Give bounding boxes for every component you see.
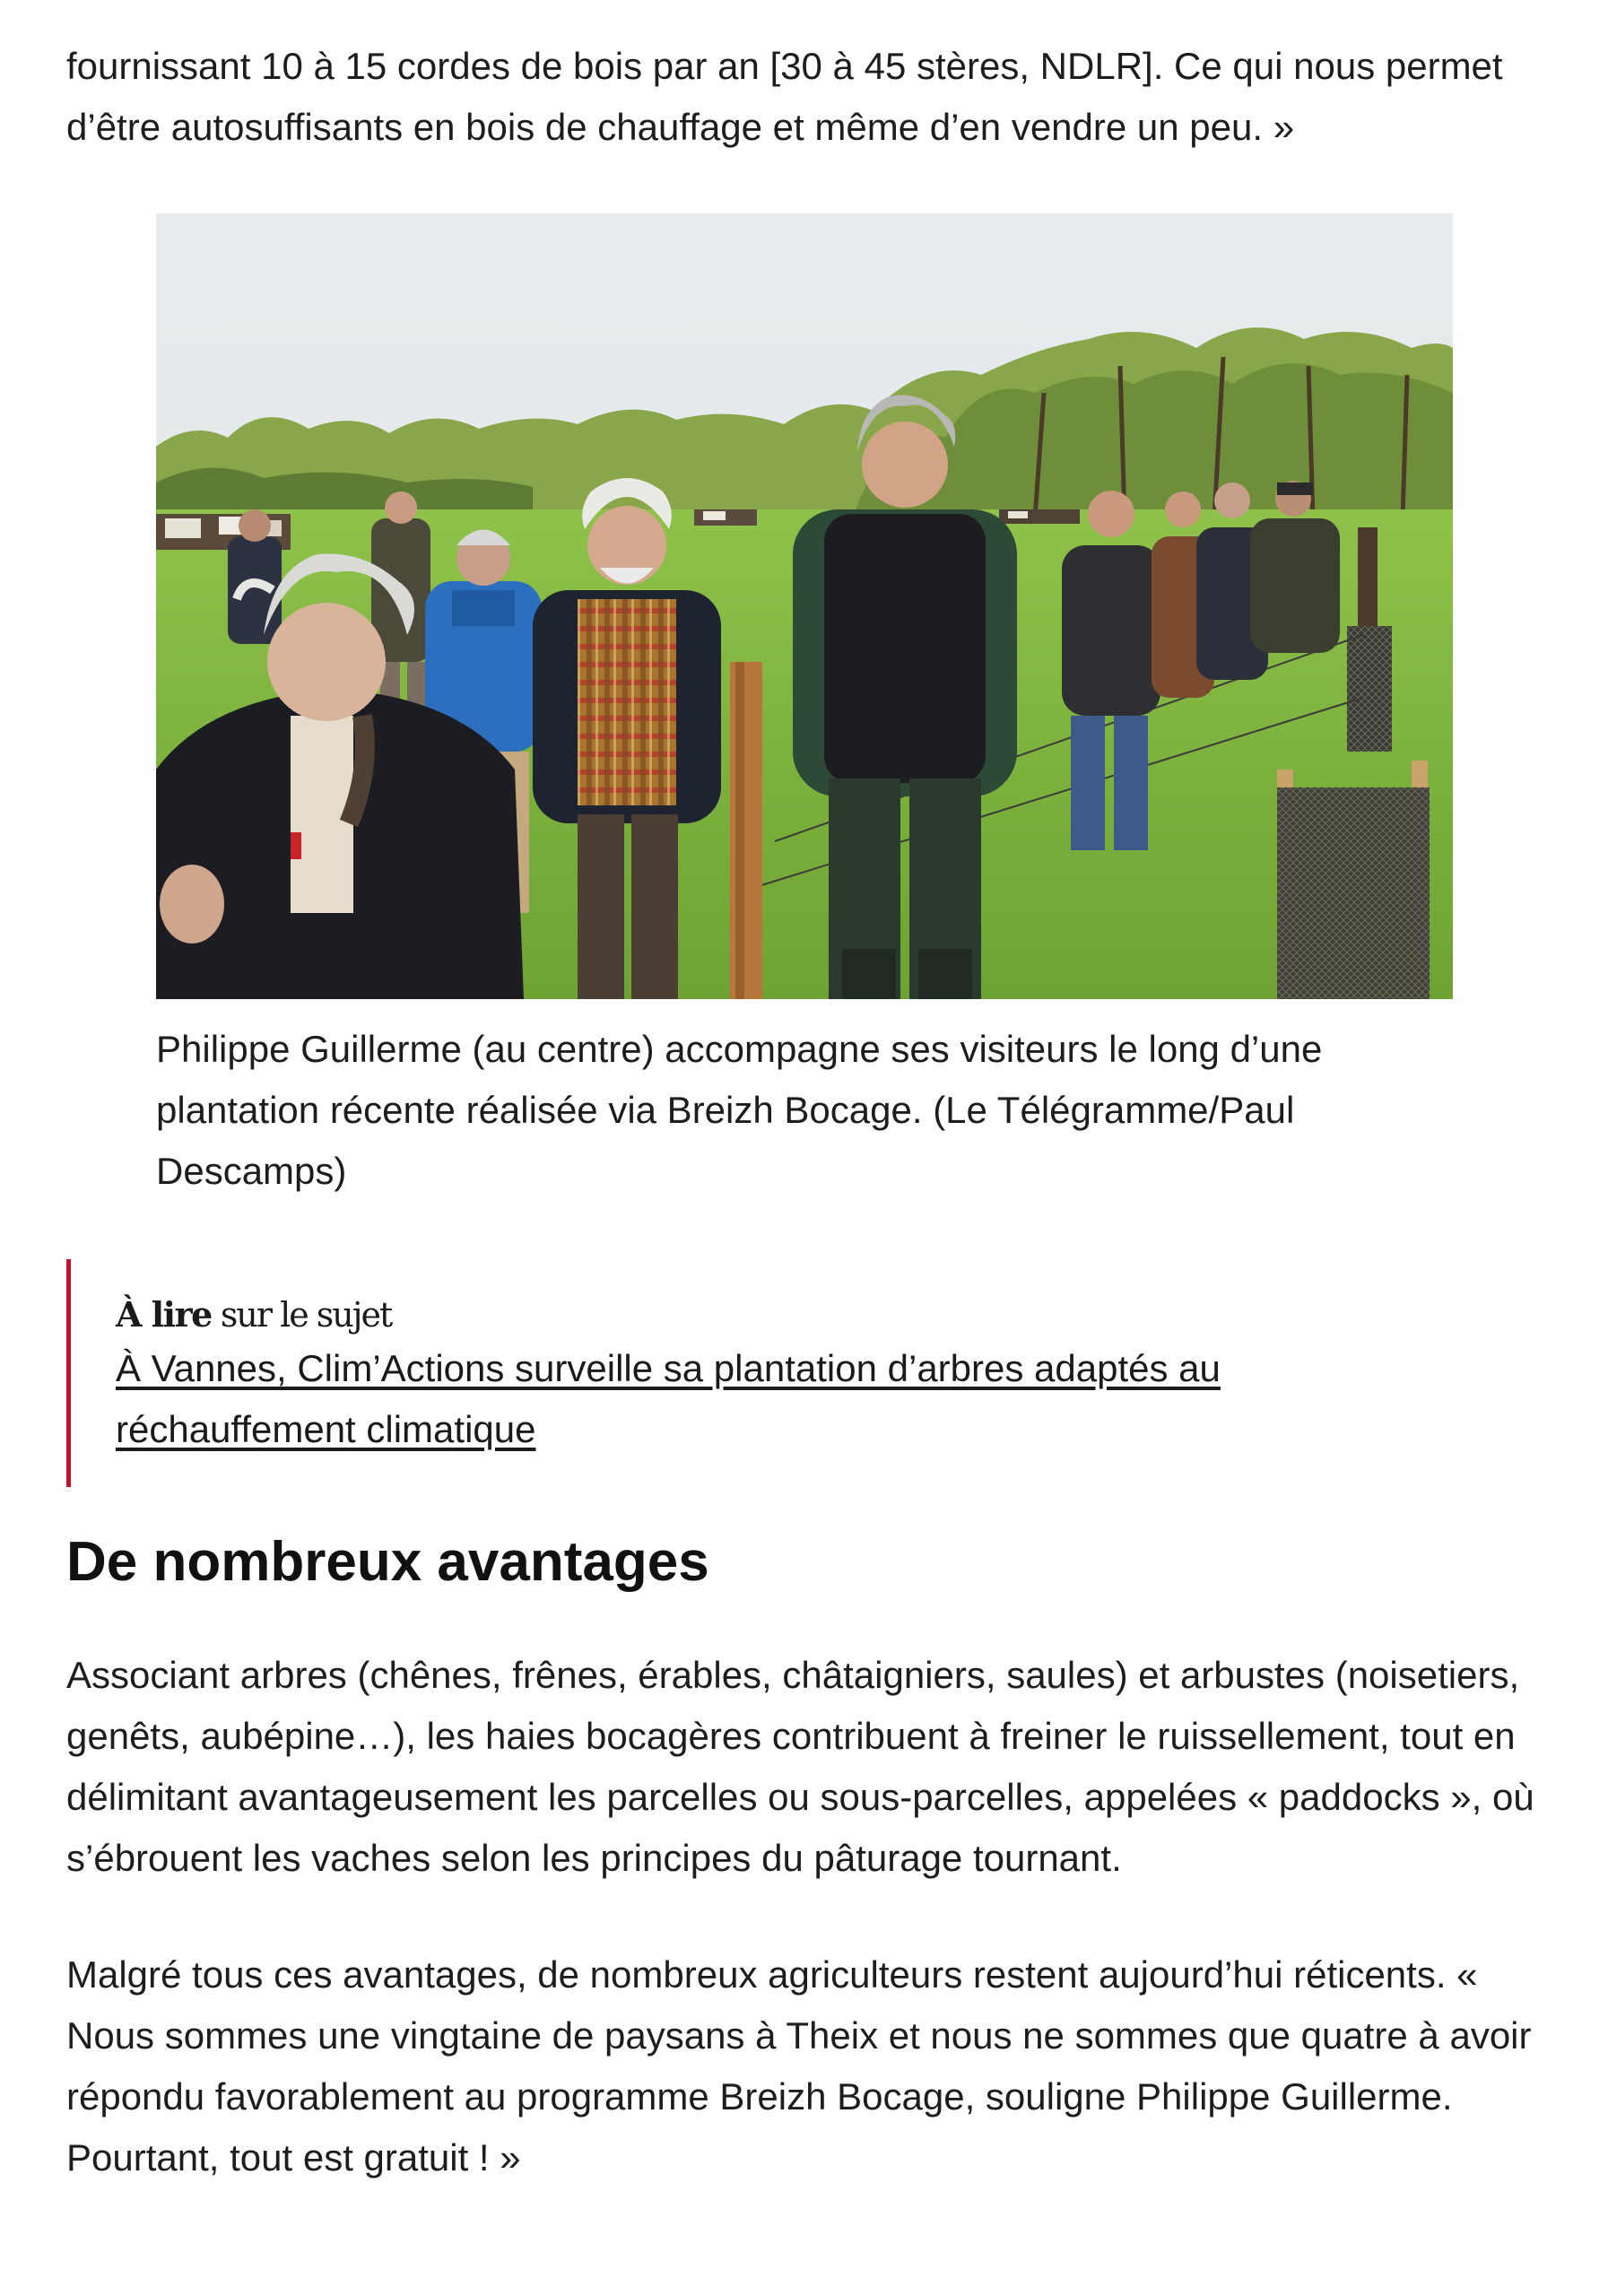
field-visit-photo [156, 213, 1453, 999]
body-paragraph-2: Malgré tous ces avantages, de nombreux agriculteurs restent aujourd’hui réticents. « Nous sommes une vingtaine de paysans à Theix et nous ne sommes que quatre à avoir répondu favorablement au programme Breizh Bocage, souligne Philippe Guillerme. Pourtant, tout est gratuit ! » [66, 1953, 1532, 2179]
section-heading: De nombreux avantages [66, 1531, 709, 1593]
related-article-link[interactable]: À Vannes, Clim’Actions surveille sa plantation d’arbres adaptés au réchauffement climatique [116, 1347, 1221, 1450]
read-more-label-rest: sur le sujet [211, 1295, 392, 1335]
read-more-label [116, 1295, 1555, 1335]
article-body [66, 36, 1555, 2188]
read-more-box [66, 1259, 1555, 1487]
body-paragraph-1: Associant arbres (chênes, frênes, érables, châtaigniers, saules) et arbustes (noisetiers, genêts, aubépine…), les haies bocagères contribuent à freiner le ruissellement, tout en délimitant avantageusement les parcelles ou sous-parcelles, appelées « paddocks », où s’ébrouent les vaches selon les principes du pâturage tournant. [66, 1654, 1534, 1879]
figure-caption: Philippe Guillerme (au centre) accompagne ses visiteurs le long d’une plantation récente réalisée via Breizh Bocage. (Le Télégramme/Paul Descamps) [156, 1028, 1323, 1192]
intro-paragraph: fournissant 10 à 15 cordes de bois par an [30 à 45 stères, NDLR]. Ce qui nous permet d’être autosuffisants en bois de chauffage et même d’en vendre un peu. » [66, 45, 1503, 148]
read-more-label-bold: À lire [116, 1294, 212, 1335]
article-figure [156, 213, 1453, 1202]
